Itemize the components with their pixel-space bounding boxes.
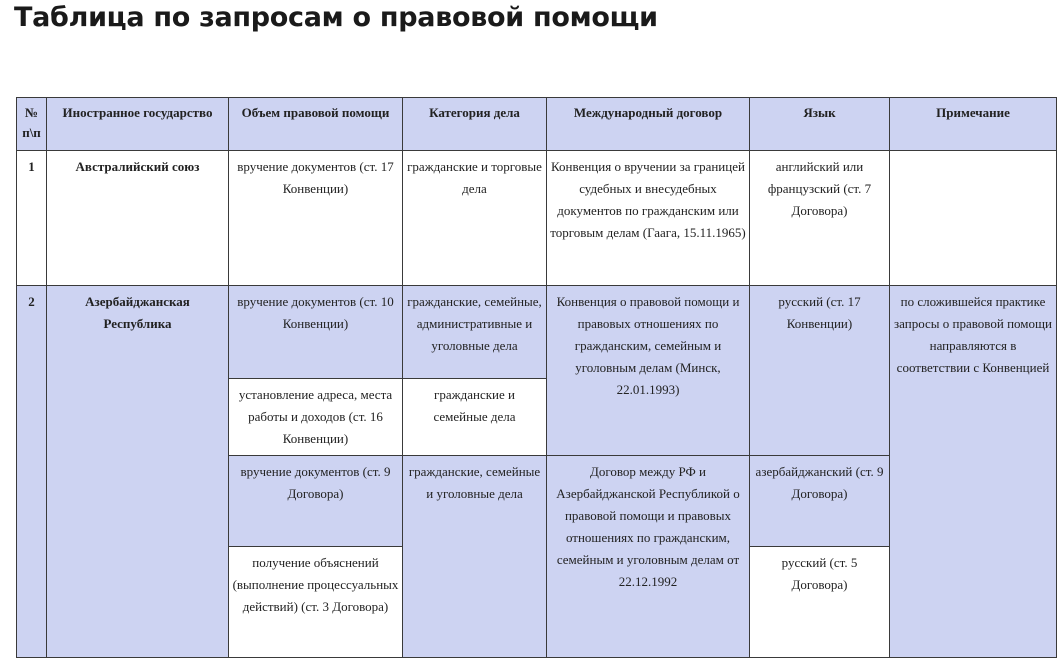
row-note <box>890 151 1057 286</box>
row-category: гражданские, семейные, административные и уголовные дела <box>403 286 547 379</box>
header-language: Язык <box>750 98 890 151</box>
header-num: № п\п <box>17 98 47 151</box>
row-scope: вручение документов (ст. 17 Конвенции) <box>229 151 403 286</box>
header-scope: Объем правовой помощи <box>229 98 403 151</box>
header-note: Примечание <box>890 98 1057 151</box>
row-language: азербайджанский (ст. 9 Договора) <box>750 456 890 547</box>
header-state: Иностранное государство <box>47 98 229 151</box>
table-row <box>17 151 1057 286</box>
header-category: Категория дела <box>403 98 547 151</box>
row-language: русский (ст. 5 Договора) <box>750 547 890 658</box>
row-state: Азербайджанская Республика <box>47 286 229 658</box>
row-scope: установление адреса, места работы и доходов (ст. 16 Конвенции) <box>229 379 403 456</box>
table-header-row <box>17 98 1057 151</box>
row-treaty: Конвенция о правовой помощи и правовых отношениях по гражданским, семейным и уголовным делам (Минск, 22.01.1993) <box>547 286 750 456</box>
page-title: Таблица по запросам о правовой помощи <box>14 2 658 33</box>
row-num: 1 <box>17 151 47 286</box>
row-category: гражданские, семейные и уголовные дела <box>403 456 547 658</box>
legal-aid-table <box>16 97 1057 658</box>
row-scope: вручение документов (ст. 9 Договора) <box>229 456 403 547</box>
table-row <box>17 286 1057 379</box>
row-category: гражданские и семейные дела <box>403 379 547 456</box>
row-num: 2 <box>17 286 47 658</box>
row-scope: вручение документов (ст. 10 Конвенции) <box>229 286 403 379</box>
header-treaty: Международный договор <box>547 98 750 151</box>
row-category: гражданские и торговые дела <box>403 151 547 286</box>
row-note: по сложившейся практике запросы о правовой помощи направляются в соответствии с Конвенцией <box>890 286 1057 658</box>
row-language: русский (ст. 17 Конвенции) <box>750 286 890 456</box>
row-state: Австралийский союз <box>47 151 229 286</box>
row-language: английский или французский (ст. 7 Договора) <box>750 151 890 286</box>
row-treaty: Конвенция о вручении за границей судебных и внесудебных документов по гражданским или торговым делам (Гаага, 15.11.1965) <box>547 151 750 286</box>
row-scope: получение объяснений (выполнение процессуальных действий) (ст. 3 Договора) <box>229 547 403 658</box>
row-treaty: Договор между РФ и Азербайджанской Республикой о правовой помощи и правовых отношениях по гражданским, семейным и уголовным делам от 22.12.1992 <box>547 456 750 658</box>
